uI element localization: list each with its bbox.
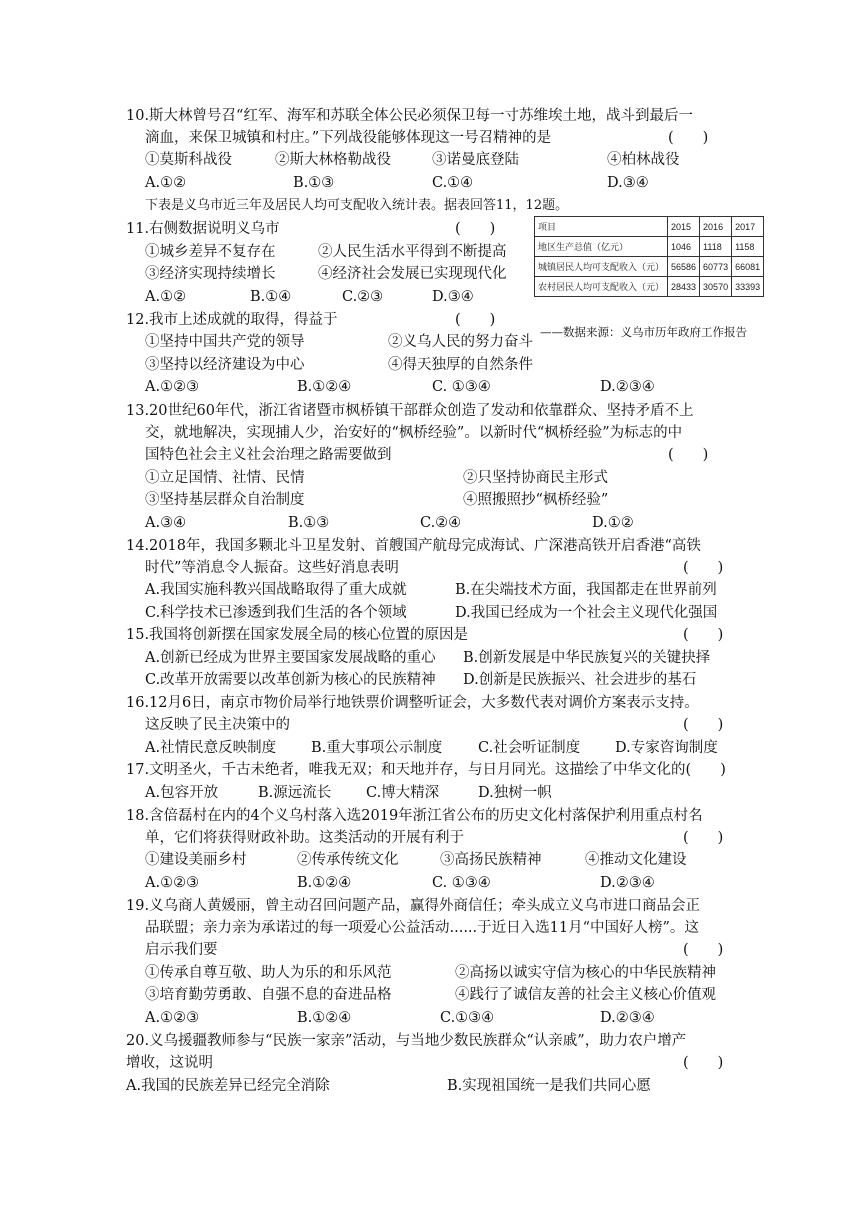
q12-item-2: ②义乌人民的努力奋斗 [388,334,533,350]
q10-item-2: ②斯大林格勒战役 [275,152,391,168]
q12-option-c: C. ①③④ [432,379,491,395]
table-header-cell: 2017 [732,217,764,237]
table-header-cell: 2016 [700,217,732,237]
q10-item-1: ①莫斯科战役 [145,152,232,168]
table-header-cell: 项目 [535,217,668,237]
q18-answer-paren: ( ) [683,830,724,846]
q12-answer-paren: ( ) [455,312,496,328]
q19-item-3: ③培育勤劳勇敢、自强不息的奋进品格 [145,987,392,1003]
q19-stem-line3: 启示我们要 [145,942,218,958]
table-cell: 1118 [700,237,732,257]
q12-option-a: A.①②③ [145,379,200,395]
table-cell: 30570 [700,277,732,297]
q10-stem-line2: 滴血，来保卫城镇和村庄。”下列战役能够体现这一号召精神的是 [145,130,552,146]
q19-stem-line2: 品联盟；亲力亲为承诺过的每一项爱心公益活动......于近日入选11月“中国好人榜”。这 [145,920,699,936]
q12-stem: 12.我市上述成就的取得，得益于 [126,312,338,328]
q11-item-2: ②人民生活水平得到不断提高 [318,244,507,260]
q19-option-c: C.①③④ [440,1010,495,1026]
q16-answer-paren: ( ) [683,717,724,733]
q10-answer-paren: ( ) [668,130,709,146]
q11-item-1: ①城乡差异不复存在 [145,244,276,260]
q18-stem-line1: 18.含倍磊村在内的4个义乌村落入选2019年浙江省公布的历史文化村落保护利用重点村名 [126,808,703,824]
q12-option-d: D.②③④ [600,379,655,395]
q16-option-c: C.社会听证制度 [478,740,581,756]
table-cell: 1046 [668,237,700,257]
table-cell: 33393 [732,277,764,297]
q12-option-b: B.①②④ [297,379,352,395]
table-cell: 28433 [668,277,700,297]
q11-stem: 11.右侧数据说明义乌市 [126,221,280,237]
table-cell: 地区生产总值（亿元） [535,237,668,257]
q14-answer-paren: ( ) [683,560,724,576]
q18-option-b: B.①②④ [297,875,352,891]
q20-option-b: B.实现祖国统一是我们共同心愿 [447,1078,651,1094]
q20-answer-paren: ( ) [683,1055,724,1071]
q16-stem-line1: 16.12月6日，南京市物价局举行地铁票价调整听证会，大多数代表对调价方案表示支持。 [126,695,699,711]
q20-stem-line1: 20.义乌援疆教师参与“民族一家亲”活动，与当地少数民族群众“认亲戚”，助力农户增产 [126,1033,687,1049]
q18-item-3: ③高扬民族精神 [440,852,542,868]
table-cell: 60773 [700,257,732,277]
q18-option-a: A.①②③ [145,875,200,891]
table-source: ——数据来源：义乌市历年政府工作报告 [540,325,747,339]
q16-option-b: B.重大事项公示制度 [311,740,443,756]
table-cell: 66081 [732,257,764,277]
q10-option-c: C.①④ [432,175,474,191]
q18-item-1: ①建设美丽乡村 [145,852,247,868]
table-cell: 56586 [668,257,700,277]
q13-stem-line1: 13.20世纪60年代，浙江省诸暨市枫桥镇干部群众创造了发动和依靠群众、坚持矛盾不上 [126,403,694,419]
q19-option-d: D.②③④ [600,1010,655,1026]
q10-stem-line1: 10.斯大林曾号召“红军、海军和苏联全体公民必须保卫每一寸苏维埃土地，战斗到最后一 [126,108,693,124]
q13-option-a: A.③④ [145,515,187,531]
q14-stem-line2: 时代”等消息令人振奋。这些好消息表明 [145,560,399,576]
q12-item-1: ①坚持中国共产党的领导 [145,334,305,350]
q13-item-1: ①立足国情、社情、民情 [145,470,305,486]
table-cell: 城镇居民人均可支配收入（元） [535,257,668,277]
q14-stem-line1: 14.2018年，我国多颗北斗卫星发射、首艘国产航母完成海试、广深港高铁开启香港“高铁 [126,538,701,554]
q13-stem-line2: 交，就地解决，实现捕人少，治安好的“枫桥经验”。以新时代“枫桥经验”为标志的中 [145,425,683,441]
table-header-cell: 2015 [668,217,700,237]
q18-option-c: C. ①③④ [432,875,491,891]
q17-option-a: A.包容开放 [145,785,219,801]
q10-item-3: ③诺曼底登陆 [432,152,519,168]
q15-option-c: C.改革开放需要以改革创新为核心的民族精神 [145,672,436,688]
q19-stem-line1: 19.义乌商人黄媛丽，曾主动召回问题产品，赢得外商信任；牵头成立义乌市进口商品会正 [126,898,701,914]
q11-item-3: ③经济实现持续增长 [145,266,276,282]
table-header-row [535,217,764,237]
q19-answer-paren: ( ) [683,942,724,958]
q17-option-b: B.源远流长 [258,785,332,801]
q19-item-2: ②高扬以诚实守信为核心的中华民族精神 [455,965,716,981]
income-table [534,216,764,297]
q17-stem: 17.文明圣火，千古未绝者，唯我无双；和天地并存，与日月同光。这描绘了中华文化的( ) [126,762,726,778]
q11-option-c: C.②③ [342,289,384,305]
q14-option-c: C.科学技术已渗透到我们生活的各个领域 [145,605,407,621]
q15-option-a: A.创新已经成为世界主要国家发展战略的重心 [145,650,436,666]
table-row [535,277,764,297]
q19-option-a: A.①②③ [145,1010,200,1026]
q11-option-b: B.①④ [250,289,292,305]
q20-option-a: A.我国的民族差异已经完全消除 [126,1078,330,1094]
q15-option-d: D.创新是民族振兴、社会进步的基石 [463,672,697,688]
q13-option-b: B.①③ [288,515,330,531]
q20-stem-line2: 增收，这说明 [126,1055,213,1071]
q13-option-d: D.①② [592,515,634,531]
q18-option-d: D.②③④ [600,875,655,891]
q19-option-b: B.①②④ [297,1010,352,1026]
q11-answer-paren: ( ) [455,221,496,237]
table-row [535,237,764,257]
q11-option-a: A.①② [145,289,187,305]
q16-option-a: A.社情民意反映制度 [145,740,277,756]
table-cell: 1158 [732,237,764,257]
q13-stem-line3: 国特色社会主义社会治理之路需要做到 [145,447,392,463]
q13-item-3: ③坚持基层群众自治制度 [145,492,305,508]
q15-answer-paren: ( ) [683,627,724,643]
q15-option-b: B.创新发展是中华民族复兴的关键抉择 [463,650,711,666]
q18-stem-line2: 单，它们将获得财政补助。这类活动的开展有利于 [145,830,464,846]
q19-item-4: ④践行了诚信友善的社会主义核心价值观 [455,987,716,1003]
q18-item-4: ④推动文化建设 [585,852,687,868]
q10-option-d: D.③④ [607,175,649,191]
q16-stem-line2: 这反映了民主决策中的 [145,717,290,733]
q11-option-d: D.③④ [432,289,474,305]
q16-option-d: D.专家咨询制度 [615,740,718,756]
q14-option-d: D.我国已经成为一个社会主义现代化强国 [455,605,718,621]
q19-item-1: ①传承自尊互敬、助人为乐的和乐风范 [145,965,392,981]
q18-item-2: ②传承传统文化 [297,852,399,868]
q15-stem: 15.我国将创新摆在国家发展全局的核心位置的原因是 [126,627,469,643]
q10-option-a: A.①② [145,175,187,191]
q12-item-4: ④得天独厚的自然条件 [388,357,533,373]
q17-option-c: C.博大精深 [366,785,440,801]
q14-option-b: B.在尖端技术方面，我国都走在世界前列 [455,582,717,598]
q17-option-d: D.独树一帜 [478,785,552,801]
q13-answer-paren: ( ) [668,447,709,463]
q13-item-4: ④照搬照抄“枫桥经验” [463,492,609,508]
q11-item-4: ④经济社会发展已实现现代化 [318,266,507,282]
q13-option-c: C.②④ [420,515,462,531]
table-row [535,257,764,277]
q13-item-2: ②只坚持协商民主形式 [463,470,608,486]
q14-option-a: A.我国实施科教兴国战略取得了重大成就 [145,582,407,598]
q12-item-3: ③坚持以经济建设为中心 [145,357,305,373]
q10-option-b: B.①③ [293,175,335,191]
table-cell: 农村居民人均可支配收入（元） [535,277,668,297]
q10-item-4: ④柏林战役 [607,152,680,168]
table-intro: 下表是义乌市近三年及居民人均可支配收入统计表。据表回答11，12题。 [145,198,569,213]
